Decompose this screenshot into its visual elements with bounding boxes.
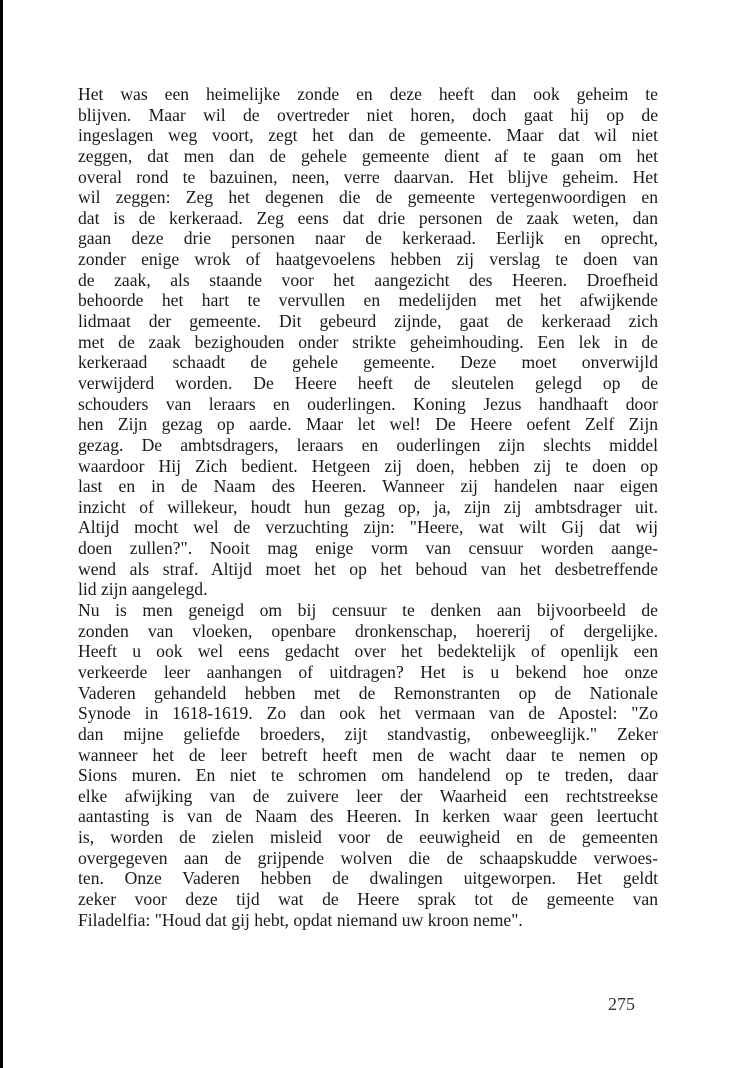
text-line: ten. Onze Vaderen hebben de dwalingen uitgeworpen. Het geldt	[78, 868, 658, 889]
text-line: waardoor Hij Zich bedient. Hetgeen zij doen, hebben zij te doen op	[78, 455, 658, 476]
text-line: wil zeggen: Zeg het degenen die de gemeente vertegenwoordigen en	[78, 187, 658, 208]
text-line: behoorde het hart te vervullen en medelijden met het afwijkende	[78, 290, 658, 311]
text-line: verwijderd worden. De Heere heeft de sleutelen gelegd op de	[78, 372, 658, 393]
text-line: zonden van vloeken, openbare dronkenschap, hoererij of dergelijke.	[78, 620, 658, 641]
text-line: ingeslagen weg voort, zegt het dan de gemeente. Maar dat wil niet	[78, 125, 658, 146]
text-line-paragraph-end: Filadelfia: "Houd dat gij hebt, opdat niemand uw kroon neme".	[78, 909, 523, 930]
text-line: Het was een heimelijke zonde en deze heeft dan ook geheim te	[78, 84, 658, 104]
text-line: aantasting is van de Naam des Heeren. In kerken waar geen leertucht	[78, 806, 658, 827]
text-line: is, worden de zielen misleid voor de eeuwigheid en de gemeenten	[78, 827, 658, 848]
text-line: blijven. Maar wil de overtreder niet horen, doch gaat hij op de	[78, 104, 658, 125]
body-text	[78, 84, 658, 930]
text-line: Sions muren. En niet te schromen om handelend op te treden, daar	[78, 765, 658, 786]
text-line: zeggen, dat men dan de gehele gemeente dient af te gaan om het	[78, 145, 658, 166]
text-line: Nu is men geneigd om bij censuur te denken aan bijvoorbeeld de	[78, 600, 658, 621]
text-line: overgegeven aan de grijpende wolven die de schaapskudde verwoes-	[78, 847, 658, 868]
text-line-paragraph-end: lid zijn aangelegd.	[78, 579, 208, 600]
text-line: elke afwijking van de zuivere leer der Waarheid een rechtstreekse	[78, 785, 658, 806]
text-line: kerkeraad schaadt de gehele gemeente. Deze moet onverwijld	[78, 352, 658, 373]
text-line: overal rond te bazuinen, neen, verre daarvan. Het blijve geheim. Het	[78, 166, 658, 187]
text-line: lidmaat der gemeente. Dit gebeurd zijnde, gaat de kerkeraad zich	[78, 311, 658, 332]
text-line: hen Zijn gezag op aarde. Maar let wel! De Heere oefent Zelf Zijn	[78, 414, 658, 435]
text-line: gaan deze drie personen naar de kerkeraad. Eerlijk en oprecht,	[78, 228, 658, 249]
text-line: wend als straf. Altijd moet het op het behoud van het desbetreffende	[78, 558, 658, 579]
text-line: zonder enige wrok of haatgevoelens hebben zij verslag te doen van	[78, 249, 658, 270]
text-line: inzicht of willekeur, houdt hun gezag op, ja, zijn zij ambtsdrager uit.	[78, 496, 658, 517]
text-line: Altijd mocht wel de verzuchting zijn: "Heere, wat wilt Gij dat wij	[78, 517, 658, 538]
text-line: Heeft u ook wel eens gedacht over het bedektelijk of openlijk een	[78, 641, 658, 662]
text-line: zeker voor deze tijd wat de Heere sprak tot de gemeente van	[78, 888, 658, 909]
text-line: dan mijne geliefde broeders, zijt standvastig, onbeweeglijk." Zeker	[78, 723, 658, 744]
text-line: gezag. De ambtsdragers, leraars en ouderlingen zijn slechts middel	[78, 434, 658, 455]
text-line: Synode in 1618-1619. Zo dan ook het vermaan van de Apostel: "Zo	[78, 703, 658, 724]
text-line: wanneer het de leer betreft heeft men de wacht daar te nemen op	[78, 744, 658, 765]
scan-left-edge	[0, 0, 3, 1068]
text-line: dat is de kerkeraad. Zeg eens dat drie personen de zaak weten, dan	[78, 207, 658, 228]
text-line: doen zullen?". Nooit mag enige vorm van censuur worden aange-	[78, 538, 658, 559]
text-line: Vaderen gehandeld hebben met de Remonstranten op de Nationale	[78, 682, 658, 703]
text-line: de zaak, als staande voor het aangezicht des Heeren. Droefheid	[78, 269, 658, 290]
text-line: schouders van leraars en ouderlingen. Koning Jezus handhaaft door	[78, 393, 658, 414]
text-line: verkeerde leer aanhangen of uitdragen? Het is u bekend hoe onze	[78, 661, 658, 682]
page-number: 275	[608, 994, 635, 1014]
text-line: met de zaak bezighouden onder strikte geheimhouding. Een lek in de	[78, 331, 658, 352]
text-line: last en in de Naam des Heeren. Wanneer zij handelen naar eigen	[78, 476, 658, 497]
